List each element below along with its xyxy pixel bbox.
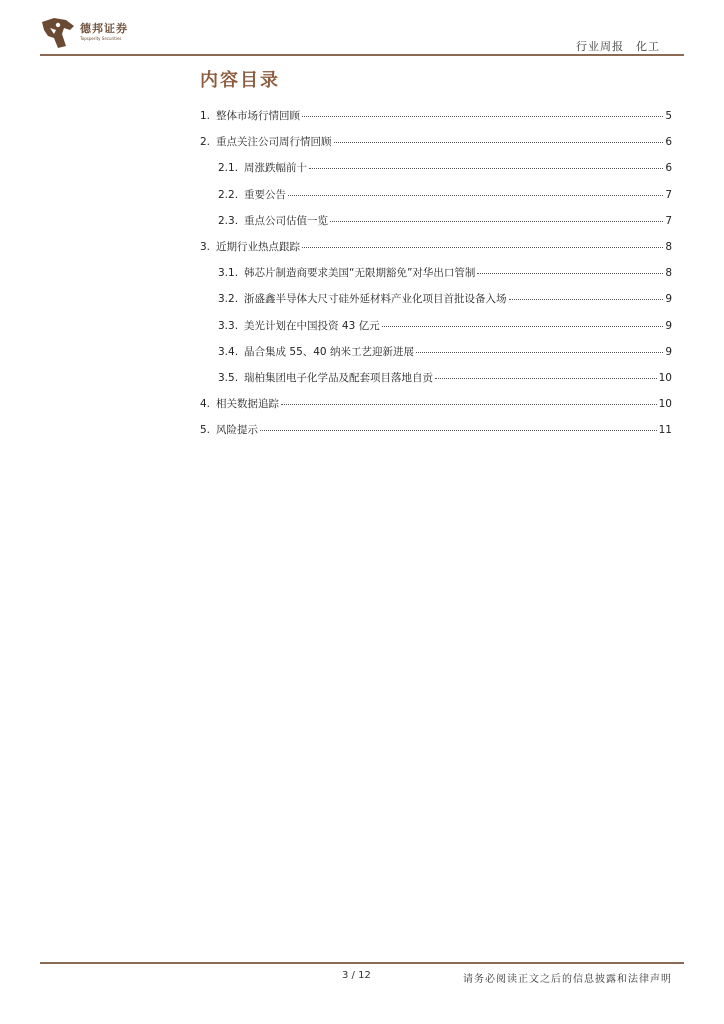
toc-entry-number: 2.2. bbox=[218, 188, 239, 201]
toc-dot-leader bbox=[309, 168, 663, 169]
toc-dot-leader bbox=[260, 430, 657, 431]
toc-dot-leader bbox=[416, 352, 663, 353]
toc-entry[interactable] bbox=[200, 239, 672, 265]
toc-entry-number: 3.3. bbox=[218, 319, 239, 332]
company-logo bbox=[40, 16, 150, 50]
toc-entry[interactable] bbox=[200, 265, 672, 291]
toc-entry[interactable] bbox=[200, 134, 672, 160]
page-indicator: 3 / 12 bbox=[342, 970, 371, 981]
toc-entry[interactable] bbox=[200, 422, 672, 448]
toc-entry[interactable] bbox=[200, 160, 672, 186]
table-of-contents bbox=[200, 108, 672, 448]
toc-dot-leader bbox=[288, 195, 663, 196]
toc-entry-number: 3.5. bbox=[218, 371, 239, 384]
toc-entry-page: 6 bbox=[665, 136, 672, 149]
header-divider bbox=[40, 54, 684, 56]
toc-entry[interactable] bbox=[200, 396, 672, 422]
toc-entry-number: 1. bbox=[200, 110, 211, 122]
toc-dot-leader bbox=[382, 326, 664, 327]
toc-entry-page: 10 bbox=[658, 371, 672, 384]
toc-entry-page: 9 bbox=[665, 293, 672, 306]
toc-entry-title: 重要公告 bbox=[244, 188, 287, 201]
report-category-tag: 行业周报 化工 bbox=[576, 40, 660, 53]
toc-dot-leader bbox=[330, 221, 663, 222]
toc-dot-leader bbox=[477, 273, 663, 274]
toc-entry-number: 2. bbox=[200, 136, 211, 149]
footer-divider bbox=[40, 962, 684, 964]
toc-dot-leader bbox=[281, 404, 657, 405]
toc-entry-page: 7 bbox=[665, 188, 672, 201]
toc-entry-number: 3.4. bbox=[218, 345, 239, 358]
toc-entry[interactable] bbox=[200, 187, 672, 213]
toc-entry-title: 重点关注公司周行情回顾 bbox=[216, 136, 332, 149]
toc-entry-number: 3.2. bbox=[218, 293, 239, 306]
toc-entry[interactable] bbox=[200, 370, 672, 396]
toc-entry-title: 浙盛鑫半导体大尺寸硅外延材料产业化项目首批设备入场 bbox=[244, 293, 507, 306]
toc-entry-page: 9 bbox=[665, 319, 672, 332]
logo-chinese-name: 德邦证券 bbox=[80, 22, 128, 35]
toc-entry-title: 瑞柏集团电子化学品及配套项目落地自贡 bbox=[244, 371, 434, 384]
toc-entry-page: 8 bbox=[665, 240, 672, 253]
toc-entry-number: 2.3. bbox=[218, 214, 239, 227]
toc-entry-title: 重点公司估值一览 bbox=[244, 214, 329, 227]
toc-entry-page: 10 bbox=[658, 398, 672, 411]
toc-entry[interactable] bbox=[200, 318, 672, 344]
toc-dot-leader bbox=[302, 116, 663, 117]
toc-entry-title: 晶合集成 55、40 纳米工艺迎新进展 bbox=[244, 345, 414, 358]
toc-entry[interactable] bbox=[200, 108, 672, 134]
toc-entry-number: 3.1. bbox=[218, 267, 239, 280]
toc-entry-title: 周涨跌幅前十 bbox=[244, 162, 308, 175]
toc-entry-title: 近期行业热点跟踪 bbox=[216, 240, 301, 253]
toc-entry[interactable] bbox=[200, 213, 672, 239]
toc-entry-page: 8 bbox=[665, 267, 672, 280]
toc-entry-page: 9 bbox=[665, 345, 672, 358]
toc-entry-number: 2.1. bbox=[218, 162, 239, 175]
toc-entry[interactable] bbox=[200, 291, 672, 317]
toc-entry-number: 5. bbox=[200, 424, 211, 437]
toc-entry-title: 相关数据追踪 bbox=[216, 398, 280, 411]
toc-dot-leader bbox=[334, 142, 664, 143]
toc-entry-page: 7 bbox=[665, 214, 672, 227]
toc-entry-number: 4. bbox=[200, 398, 211, 411]
toc-title: 内容目录 bbox=[200, 70, 280, 91]
toc-entry-title: 韩芯片制造商要求美国“无限期豁免”对华出口管制 bbox=[244, 267, 476, 280]
toc-entry-title: 风险提示 bbox=[216, 424, 259, 437]
toc-entry-title: 整体市场行情回顾 bbox=[216, 110, 301, 122]
toc-entry[interactable] bbox=[200, 344, 672, 370]
toc-dot-leader bbox=[509, 299, 664, 300]
toc-entry-title: 美光计划在中国投资 43 亿元 bbox=[244, 319, 380, 332]
logo-english-name: Topsperity Securities bbox=[80, 36, 122, 41]
toc-entry-page: 5 bbox=[665, 110, 672, 122]
logo-emblem-icon bbox=[40, 16, 76, 50]
toc-entry-page: 6 bbox=[665, 162, 672, 175]
toc-dot-leader bbox=[302, 247, 663, 248]
toc-entry-number: 3. bbox=[200, 240, 211, 253]
toc-dot-leader bbox=[435, 378, 657, 379]
toc-entry-page: 11 bbox=[658, 424, 672, 437]
legal-disclaimer: 请务必阅读正文之后的信息披露和法律声明 bbox=[463, 974, 672, 985]
